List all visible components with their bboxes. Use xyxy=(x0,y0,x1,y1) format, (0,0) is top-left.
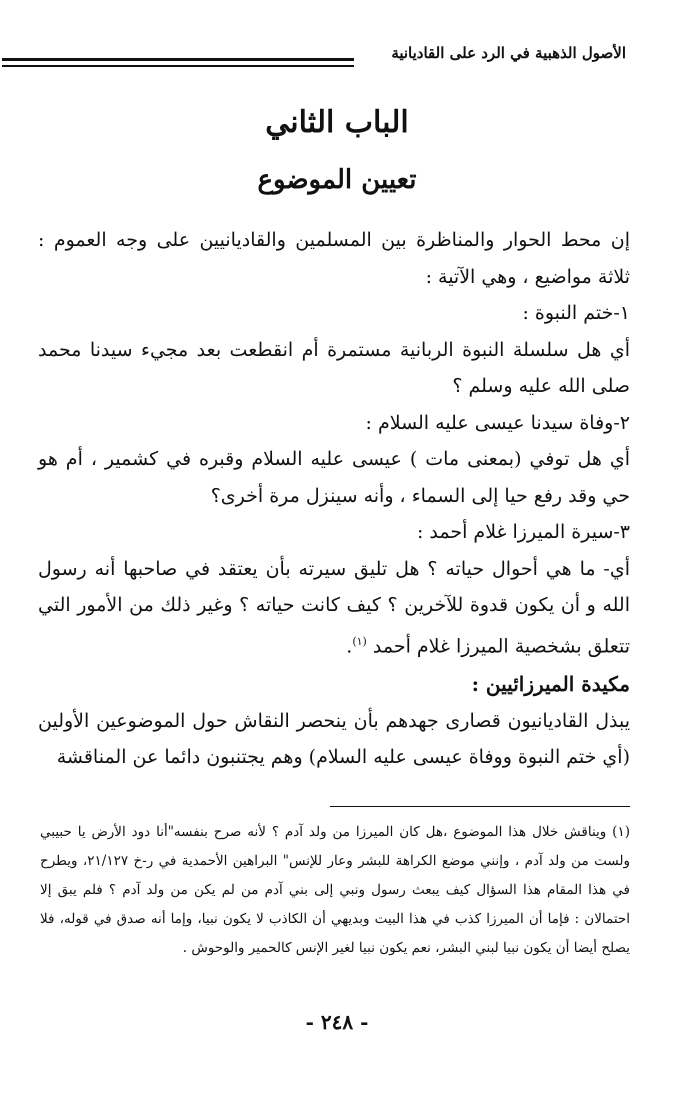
topic-1-label: ١-ختم النبوة : xyxy=(522,302,630,324)
topic-2-question: أي هل توفي (بمعنى مات ) عيسى عليه السلام وقبره في كشمير ، أم هو حي وقد رفع حيا إلى السماء ، وأنه سينزل مرة أخرى؟ xyxy=(38,448,630,507)
topic-3-question: أي- ما هي أحوال حياته ؟ هل تليق سيرته بأن يعتقد في صاحبها أنه رسول الله و أن يكون قدوة للآخرين ؟ كيف كانت حياته ؟ وغير ذلك من الأمور التي تتعلق بشخصية الميرزا غلام أحمد xyxy=(38,557,630,657)
topic-3-label: ٣-سيرة الميرزا غلام أحمد : xyxy=(416,521,630,543)
body-text xyxy=(38,222,630,776)
header-rule-thin xyxy=(2,65,354,67)
topic-3-paragraph xyxy=(38,551,630,665)
footnote-text: (١) ويناقش خلال هذا الموضوع ،هل كان الميرزا من ولد آدم ؟ لأنه صرح بنفسه"أنا دود الأرض يا حبيبي ولست من ولد آدم ، وإنني موضع الكراهة للبشر وعار للإنس" البراهين الأحمدية في ر-خ ٢١/١٢٧، ويطرح في هذا المقام هذا السؤال كيف يبعث رسول ونبي إلى بني آدم من لم يكن من ولد آدم ؟ فلم يبق إلا احتمالان : فإما أن الميرزا كذب في هذا البيت وبديهي أن الكاذب لا يكون نبيا، وإما أنه صدق في قوله، فلا يصلح أيضا أن يكون نبيا لبني البشر، نعم يكون نبيا لغير الإنس كالحمير والوحوش . xyxy=(40,824,631,956)
topic-2-label: ٢-وفاة سيدنا عيسى عليه السلام : xyxy=(365,411,630,434)
footnote xyxy=(40,818,630,963)
footnote-reference[interactable]: (١) xyxy=(352,634,367,648)
topic-1-question: أي هل سلسلة النبوة الربانية مستمرة أم انقطعت بعد مجيء سيدنا محمد صلى الله عليه وسلم ؟ xyxy=(38,338,630,397)
section-heading: مكيدة الميرزائيين : xyxy=(471,672,630,697)
running-header: الأصول الذهبية في الرد على القاديانية xyxy=(391,44,626,62)
header-rule xyxy=(2,58,354,61)
subject-title: تعيين الموضوع xyxy=(257,165,417,195)
footnote-separator xyxy=(330,806,630,807)
period: . xyxy=(346,634,353,657)
page-number: - ٢٤٨ - xyxy=(305,1010,369,1034)
intro-paragraph: إن محط الحوار والمناظرة بين المسلمين والقاديانيين على وجه العموم : ثلاثة مواضيع ، وهي الآتية : xyxy=(38,229,630,288)
section-paragraph: يبذل القاديانيون قصارى جهدهم بأن ينحصر النقاش حول الموضوعين الأولين (أي ختم النبوة ووفاة عيسى عليه السلام) وهم يجتنبون دائما عن المناقشة xyxy=(38,709,630,769)
chapter-title: الباب الثاني xyxy=(265,105,409,140)
